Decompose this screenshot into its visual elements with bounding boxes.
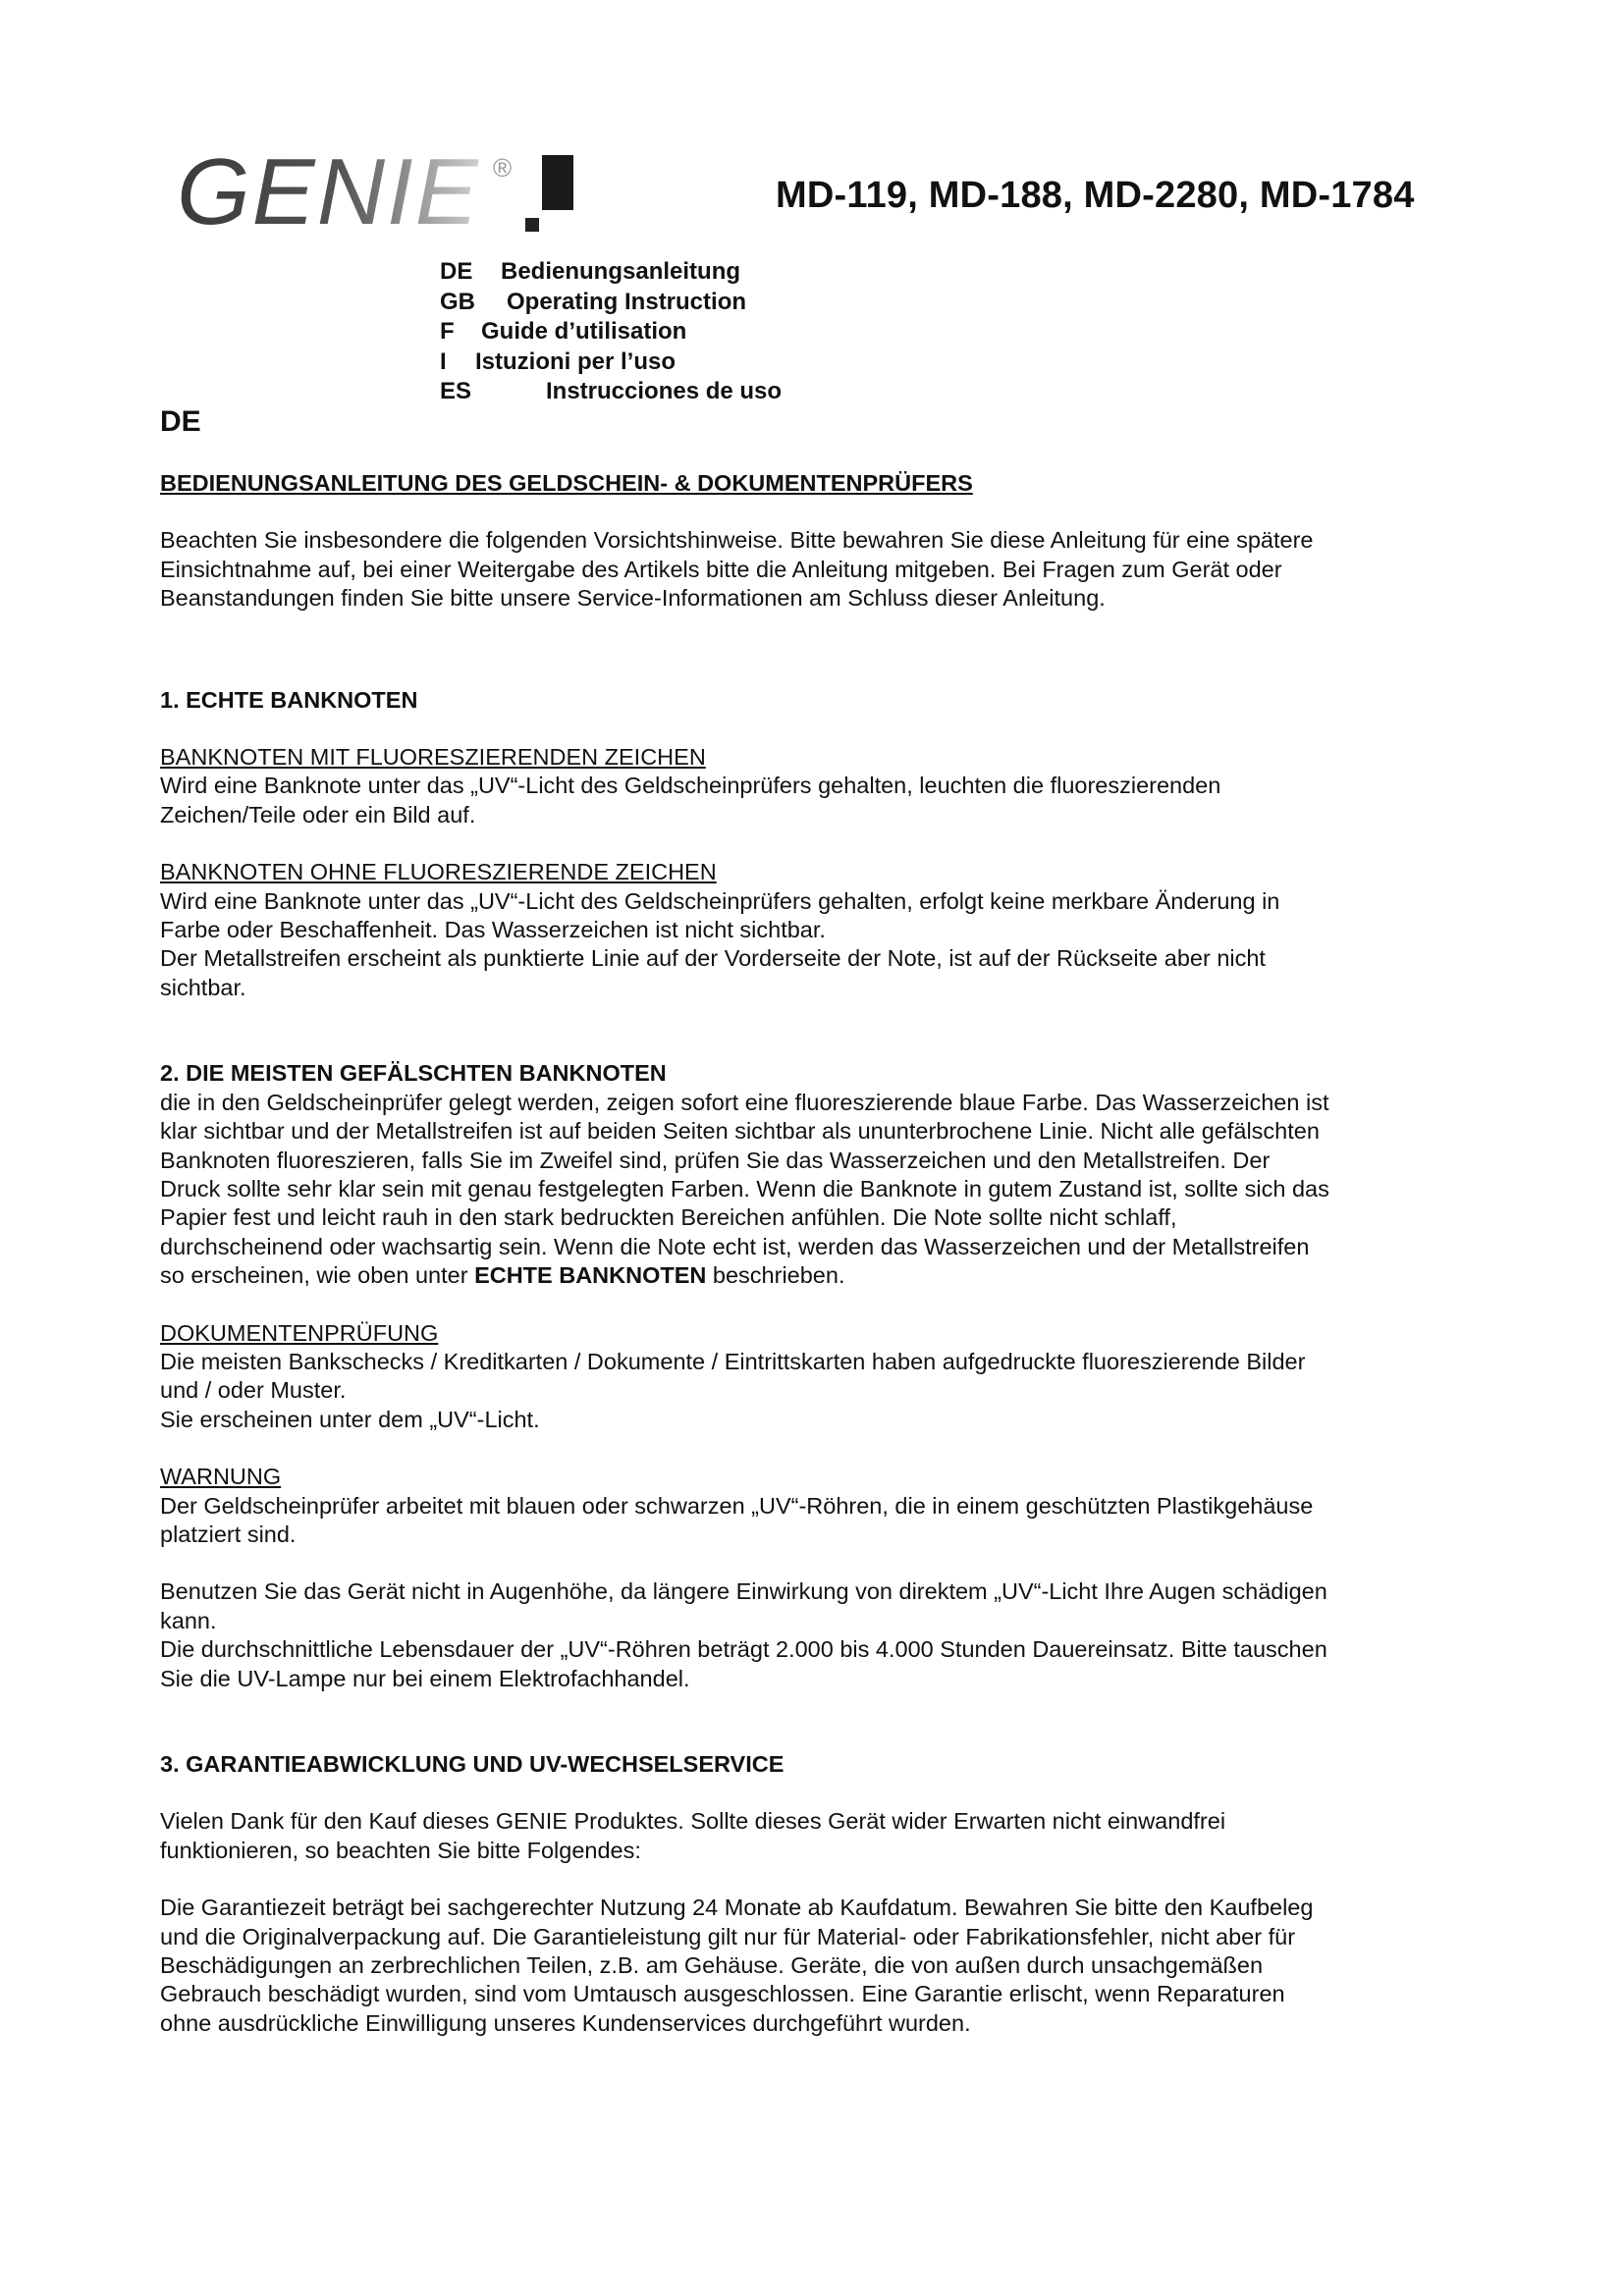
text-line xyxy=(160,1261,1481,1290)
language-label: Istuzioni per l’uso xyxy=(475,347,677,375)
logo-square-large xyxy=(542,155,573,210)
text-line: Benutzen Sie das Gerät nicht in Augenhöhe, da längere Einwirkung von direktem „UV“-Licht Ihre Augen schädigen xyxy=(160,1578,1327,1605)
subheading-document-check: DOKUMENTENPRÜFUNG xyxy=(160,1319,439,1346)
text-line: Beachten Sie insbesondere die folgenden Vorsichtshinweise. Bitte bewahren Sie diese Anleitung für eine spätere xyxy=(160,527,1314,554)
text-line: die in den Geldscheinprüfer gelegt werden, zeigen sofort eine fluoreszierende blaue Farbe. Das Wasserzeichen ist xyxy=(160,1089,1329,1115)
model-title: MD-119, MD-188, MD-2280, MD-1784 xyxy=(776,175,1415,216)
language-code: ES xyxy=(440,378,472,404)
text-line: Sie erscheinen unter dem „UV“-Licht. xyxy=(160,1406,540,1432)
text-line: Die Garantiezeit beträgt bei sachgerechter Nutzung 24 Monate ab Kaufdatum. Bewahren Sie bitte den Kaufbeleg xyxy=(160,1895,1314,1921)
document-title: BEDIENUNGSANLEITUNG DES GELDSCHEIN- & DOKUMENTENPRÜFERS xyxy=(160,470,973,496)
text-line: Die meisten Bankschecks / Kreditkarten / Dokumente / Eintrittskarten haben aufgedruckte fluoreszierende Bilder xyxy=(160,1348,1306,1374)
language-code: GB xyxy=(440,288,475,315)
text-line: Banknoten fluoreszieren, falls Sie im Zweifel sind, prüfen Sie das Wasserzeichen und den Metallstreifen. Der xyxy=(160,1147,1271,1173)
section-heading-3: 3. GARANTIEABWICKLUNG UND UV-WECHSELSERVICE xyxy=(160,1751,785,1777)
text-fragment: beschrieben. xyxy=(706,1262,845,1289)
subheading-fluorescent: BANKNOTEN MIT FLUORESZIERENDEN ZEICHEN xyxy=(160,744,706,771)
text-line: funktionieren, so beachten Sie bitte Folgendes: xyxy=(160,1837,641,1863)
text-line: Gebrauch beschädigt wurden, sind vom Umtausch ausgeschlossen. Eine Garantie erlischt, wenn Reparaturen xyxy=(160,1981,1285,2007)
text-fragment: so erscheinen, wie oben unter xyxy=(160,1262,475,1289)
language-row-i xyxy=(440,347,782,378)
language-label: Operating Instruction xyxy=(507,288,747,315)
language-label: Instrucciones de uso xyxy=(546,378,783,404)
text-line: Wird eine Banknote unter das „UV“-Licht des Geldscheinprüfers gehalten, leuchten die fluoreszierenden xyxy=(160,773,1221,799)
language-code: F xyxy=(440,318,455,345)
language-row-de xyxy=(440,257,782,288)
genie-logo xyxy=(177,147,638,240)
text-line: Vielen Dank für den Kauf dieses GENIE Produktes. Sollte dieses Gerät wider Erwarten nicht einwandfrei xyxy=(160,1808,1226,1835)
document-body xyxy=(160,469,1481,2038)
text-line: und die Originalverpackung auf. Die Garantieleistung gilt nur für Material- oder Fabrikationsfehler, nicht aber für xyxy=(160,1923,1296,1949)
language-row-gb xyxy=(440,288,782,318)
text-line: klar sichtbar und der Metallstreifen ist auf beiden Seiten sichtbar als ununterbrochene Linie. Nicht alle gefälschten xyxy=(160,1118,1320,1145)
text-line: und / oder Muster. xyxy=(160,1377,347,1404)
language-list xyxy=(440,257,782,407)
language-row-es xyxy=(440,377,782,407)
text-line: Beanstandungen finden Sie bitte unsere Service-Informationen am Schluss dieser Anleitung. xyxy=(160,585,1106,612)
logo-gap xyxy=(524,187,538,208)
subheading-non-fluorescent: BANKNOTEN OHNE FLUORESZIERENDE ZEICHEN xyxy=(160,859,717,885)
text-line: Druck sollte sehr klar sein mit genau festgelegten Farben. Wenn die Banknote in gutem Zustand ist, sollte sich das xyxy=(160,1175,1329,1201)
text-line: Der Geldscheinprüfer arbeitet mit blauen oder schwarzen „UV“-Röhren, die in einem geschützten Plastikgehäuse xyxy=(160,1492,1314,1519)
text-line: durchscheinend oder wachsartig sein. Wenn die Note echt ist, werden das Wasserzeichen und der Metallstreifen xyxy=(160,1233,1310,1259)
language-label: Bedienungsanleitung xyxy=(501,258,741,285)
genie-logo-graphic xyxy=(177,147,638,240)
text-line: ohne ausdrückliche Einwilligung unseres Kundenservices durchgeführt wurden. xyxy=(160,2009,971,2036)
language-label: Guide d’utilisation xyxy=(481,318,687,345)
language-row-f xyxy=(440,317,782,347)
text-line: Sie die UV-Lampe nur bei einem Elektrofachhandel. xyxy=(160,1665,690,1691)
text-line: Papier fest und leicht rauh in den stark bedruckten Bereichen anfühlen. Die Note sollte nicht schlaff, xyxy=(160,1204,1177,1231)
registered-mark: ® xyxy=(493,153,513,183)
section-language-marker: DE xyxy=(160,405,201,438)
text-line: Die durchschnittliche Lebensdauer der „UV“-Röhren beträgt 2.000 bis 4.000 Stunden Dauereinsatz. Bitte tauschen xyxy=(160,1636,1327,1663)
text-line: Der Metallstreifen erscheint als punktierte Linie auf der Vorderseite der Note, ist auf der Rückseite aber nicht xyxy=(160,945,1266,972)
subheading-warning: WARNUNG xyxy=(160,1464,282,1490)
text-line: platziert sind. xyxy=(160,1521,297,1547)
text-line: Farbe oder Beschaffenheit. Das Wasserzeichen ist nicht sichtbar. xyxy=(160,917,826,943)
text-line: Einsichtnahme auf, bei einer Weitergabe des Artikels bitte die Anleitung mitgeben. Bei Fragen zum Gerät oder xyxy=(160,556,1282,582)
emphasis-genuine-banknotes: ECHTE BANKNOTEN xyxy=(474,1262,707,1289)
text-line: Wird eine Banknote unter das „UV“-Licht des Geldscheinprüfers gehalten, erfolgt keine merkbare Änderung in xyxy=(160,887,1280,914)
logo-square-small xyxy=(525,218,539,232)
section-heading-1: 1. ECHTE BANKNOTEN xyxy=(160,686,418,713)
logo-wordmark: GENIE xyxy=(177,147,480,240)
text-line: Beschädigungen an zerbrechlichen Teilen, z.B. am Gehäuse. Geräte, die von außen durch unsachgemäßen xyxy=(160,1952,1264,1979)
text-line: Zeichen/Teile oder ein Bild auf. xyxy=(160,801,476,828)
text-line: kann. xyxy=(160,1607,217,1633)
language-code: I xyxy=(440,347,447,375)
language-code: DE xyxy=(440,258,473,285)
intro-paragraph xyxy=(160,526,1481,613)
section-heading-2: 2. DIE MEISTEN GEFÄLSCHTEN BANKNOTEN xyxy=(160,1060,667,1087)
text-line: sichtbar. xyxy=(160,974,246,1000)
